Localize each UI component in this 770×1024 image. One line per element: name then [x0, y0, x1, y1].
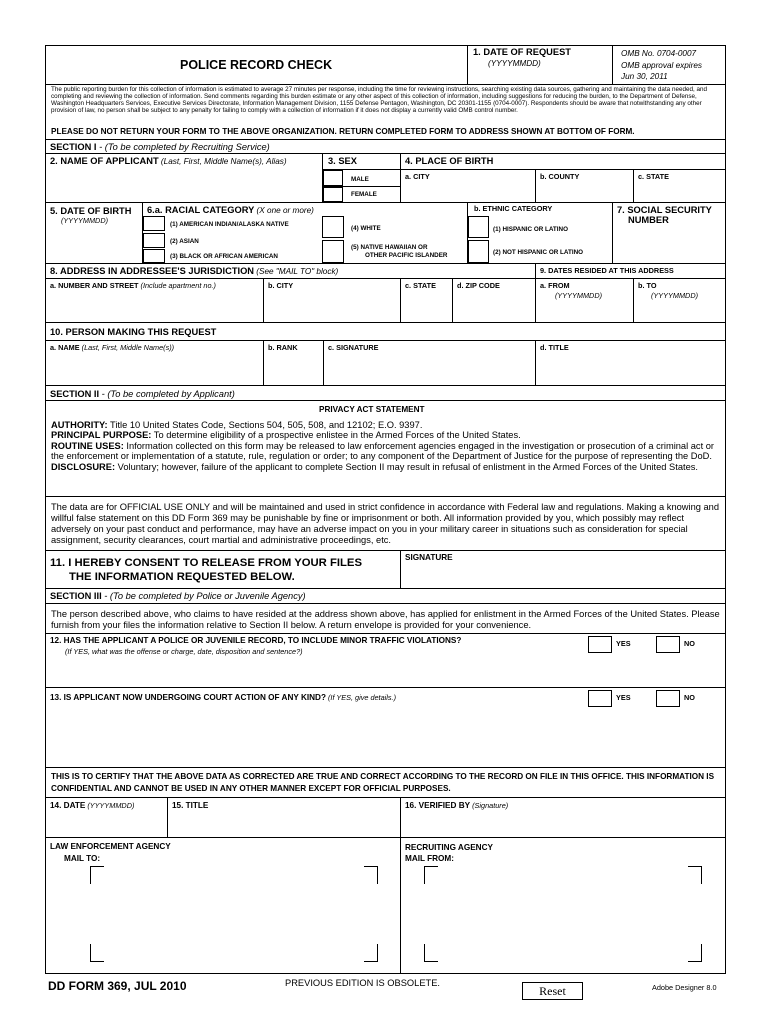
certification-statement: THIS IS TO CERTIFY THAT THE ABOVE DATA AS CORRECTED ARE TRUE AND CORRECT ACCORDING TO THE RECORD ON FILE IN THIS OFFICE. THIS INFORMATION IS CONFIDENTIAL AND CANNOT BE USED IN ANY OTHER MANNER EXCEPT FOR OFFICIAL PURPOSES. [51, 772, 715, 793]
pob-county-label: b. COUNTY [540, 172, 580, 181]
date-of-request-field[interactable] [468, 70, 611, 83]
q13-no-label: NO [684, 693, 695, 702]
q12-no-checkbox[interactable] [656, 636, 680, 653]
date-of-birth-label: 5. DATE OF BIRTH [50, 206, 132, 216]
street-field[interactable] [47, 294, 261, 321]
reset-button[interactable]: Reset [522, 982, 583, 1000]
zip-code-label: d. ZIP CODE [457, 281, 500, 290]
purpose-line [51, 430, 723, 440]
applicant-signature-label: SIGNATURE [405, 553, 453, 562]
official-use-statement: The data are for OFFICIAL USE ONLY and will be maintained and used in strict confidence in accordance with Federal law and regulations. Making a knowing and willful false statement on this DD Form 369 may be punishable by fine or imprisonment or both. All information provided by you, which possibly may reflect adversely on your past conduct and performance, may have an adverse impact on you in your military career in situations such as consideration for special assignment, security clearances, court martial and administrative proceedings, etc. [51, 502, 720, 546]
mail-from-address-field[interactable] [424, 866, 704, 962]
sex-female-checkbox[interactable] [323, 187, 343, 202]
address-city-field[interactable] [265, 294, 398, 321]
section-3-header [50, 591, 306, 601]
omb-approval: OMB approval expires [621, 61, 702, 70]
q12-yes-label: YES [616, 639, 631, 648]
address-note: (See "MAIL TO" block) [254, 267, 339, 276]
requester-title-label: d. TITLE [540, 343, 569, 352]
q13-no-checkbox[interactable] [656, 690, 680, 707]
race-black-checkbox[interactable] [143, 249, 165, 263]
q13-yes-checkbox[interactable] [588, 690, 612, 707]
mail-to-label: MAIL TO: [64, 854, 101, 863]
q13-label [50, 693, 396, 702]
section-3-description: The person described above, who claims to have resided at the address shown above, has applied for enlistment in the Armed Forces of the United States. Please furnish from your files the information relative to Section II below. A return envelope is provided for your convenience. [51, 609, 720, 631]
ethnic-category-label: b. ETHNIC CATEGORY [474, 204, 553, 213]
q12-yes-checkbox[interactable] [588, 636, 612, 653]
routine-uses-text: Information collected on this form may be released to law enforcement agencies engaged in the investigation or prosecution of a criminal act or the enforcement or implementation of a statute, rule, regulation or order; to any component of the Department of Justice for the purpose of representing the DoD. [51, 440, 715, 462]
omb-expiry-date: Jun 30, 2011 [621, 72, 668, 81]
disclosure-line [51, 462, 723, 472]
title-15-field[interactable] [169, 813, 398, 836]
date-14-title: 14. DATE [50, 801, 86, 810]
q13-title: 13. IS APPLICANT NOW UNDERGOING COURT ACTION OF ANY KIND? [50, 693, 326, 702]
race-pacific-islander-checkbox[interactable] [322, 240, 344, 263]
routine-uses-line [51, 441, 723, 462]
applicant-signature-field[interactable] [402, 564, 725, 587]
ssn-label-1: 7. SOCIAL SECURITY [617, 205, 712, 215]
race-white-checkbox[interactable] [322, 216, 344, 238]
date-of-request-label: 1. DATE OF REQUEST [473, 47, 571, 57]
racial-category-title: 6.a. RACIAL CATEGORY [147, 205, 255, 215]
consent-statement-2: THE INFORMATION REQUESTED BELOW. [69, 571, 295, 583]
omb-number: OMB No. 0704-0007 [621, 49, 697, 58]
applicant-name-field[interactable] [47, 168, 321, 202]
law-enforcement-agency-label: LAW ENFORCEMENT AGENCY [50, 842, 171, 851]
applicant-name-note: (Last, First, Middle Name(s), Alias) [158, 157, 287, 166]
ssn-label-2: NUMBER [628, 215, 669, 225]
person-name-title: a. NAME [50, 343, 80, 352]
title-15-label: 15. TITLE [172, 801, 209, 810]
street-label [50, 282, 216, 290]
rank-field[interactable] [265, 356, 321, 384]
to-format: (YYYYMMDD) [651, 291, 699, 300]
person-name-label [50, 344, 174, 352]
place-of-birth-label: 4. PLACE OF BIRTH [405, 156, 494, 166]
q12-note: (If YES, what was the offense or charge, date, disposition and sentence?) [65, 647, 303, 656]
q12-no-label: NO [684, 639, 695, 648]
return-warning: PLEASE DO NOT RETURN YOUR FORM TO THE ABOVE ORGANIZATION. RETURN COMPLETED FORM TO ADDRESS SHOWN AT BOTTOM OF FORM. [51, 127, 635, 136]
from-label: a. FROM [540, 281, 570, 290]
section-3-note: - (To be completed by Police or Juvenile Agency) [101, 591, 306, 601]
race-black-label: (3) BLACK OR AFRICAN AMERICAN [170, 253, 278, 260]
purpose-text: To determine eligibility of a prospective enlistee in the Armed Forces of the United States. [151, 430, 521, 441]
date-14-label [50, 801, 134, 810]
q12-details-field[interactable] [47, 659, 725, 686]
racial-category-label [147, 205, 314, 215]
authority-label: AUTHORITY: [51, 420, 108, 430]
verified-by-label [405, 801, 508, 810]
burden-statement: The public reporting burden for this collection of information is estimated to average 27 minutes per response, including the time for reviewing instructions, searching existing data sources, gathering and maintaining the data needed, and completing and reviewing the collection of information. Send comments regarding this burden estimate or any other aspect of this collection of information, including suggestions for reducing the burden, to the Department of Defense, Washington Headquarters Services, Executive Services Directorate, Information Management Division, 1155 Defense Pentagon, Washington, DC 20301-1155 (0704-0007). Respondents should be aware that notwithstanding any other provision of law, no person shall be subject to any penalty for failing to comply with a collection of information if it does not display a currently valid OMB control number. [51, 86, 707, 115]
pob-state-field[interactable] [635, 183, 725, 201]
disclosure-label: DISCLOSURE: [51, 461, 116, 472]
previous-edition-note: PREVIOUS EDITION IS OBSOLETE. [285, 978, 440, 988]
q13-yes-label: YES [616, 693, 631, 702]
recruiting-agency-label: RECRUITING AGENCY [405, 843, 493, 852]
q12-label: 12. HAS THE APPLICANT A POLICE OR JUVENILE RECORD, TO INCLUDE MINOR TRAFFIC VIOLATIONS? [50, 636, 462, 645]
person-making-request-label: 10. PERSON MAKING THIS REQUEST [50, 327, 217, 337]
authority-line [51, 420, 723, 430]
from-format: (YYYYMMDD) [555, 291, 603, 300]
pob-city-field[interactable] [402, 183, 534, 201]
race-pacific-islander-label-2: OTHER PACIFIC ISLANDER [365, 252, 448, 259]
sex-label: 3. SEX [328, 156, 357, 166]
sex-male-label: MALE [351, 176, 369, 183]
section-2-note: - (To be completed by Applicant) [99, 389, 235, 399]
pob-county-field[interactable] [537, 183, 632, 201]
street-note: (Include apartment no.) [138, 281, 216, 290]
race-american-indian-label: (1) AMERICAN INDIAN/ALASKA NATIVE [170, 221, 289, 228]
mail-to-address-field[interactable] [90, 866, 380, 962]
address-city-label: b. CITY [268, 281, 294, 290]
applicant-name-label [50, 156, 287, 166]
ssn-field[interactable] [614, 228, 725, 262]
adobe-designer-note: Adobe Designer 8.0 [652, 983, 717, 992]
address-state-field[interactable] [402, 294, 451, 321]
consent-statement-1: 11. I HEREBY CONSENT TO RELEASE FROM YOUR FILES [50, 557, 362, 569]
routine-uses-label: ROUTINE USES: [51, 440, 124, 451]
disclosure-text: Voluntary; however, failure of the applicant to complete Section II may result in refusal of enlistment in the Armed Forces of the United States. [115, 461, 698, 472]
ethnic-hispanic-checkbox[interactable] [468, 216, 489, 238]
person-name-field[interactable] [47, 356, 261, 384]
requester-title-field[interactable] [537, 356, 725, 384]
race-asian-checkbox[interactable] [143, 233, 165, 248]
sex-female-label: FEMALE [351, 191, 377, 198]
pob-city-label: a. CITY [405, 172, 430, 181]
address-label [50, 266, 338, 276]
date-14-note: (YYYYMMDD) [85, 801, 135, 810]
ethnic-not-hispanic-checkbox[interactable] [468, 240, 489, 263]
ethnic-hispanic-label: (1) HISPANIC OR LATINO [493, 226, 568, 233]
section-1-note: - (To be completed by Recruiting Service) [96, 142, 270, 152]
requester-signature-label: c. SIGNATURE [328, 343, 379, 352]
verified-by-note: (Signature) [470, 801, 509, 810]
dates-resided-label: 9. DATES RESIDED AT THIS ADDRESS [540, 266, 674, 275]
verified-by-field[interactable] [402, 813, 725, 836]
ethnic-not-hispanic-label: (2) NOT HISPANIC OR LATINO [493, 249, 584, 256]
section-2-header [50, 389, 235, 399]
race-white-label: (4) WHITE [351, 225, 381, 232]
form-title: POLICE RECORD CHECK [180, 58, 333, 72]
race-asian-label: (2) ASIAN [170, 238, 199, 245]
privacy-act-statement [51, 420, 723, 472]
to-date-field[interactable] [635, 303, 725, 321]
form-number: DD FORM 369, JUL 2010 [48, 979, 187, 993]
race-pacific-islander-label-1: (5) NATIVE HAWAIIAN OR [351, 244, 428, 251]
date-of-request-format: (YYYYMMDD) [488, 59, 541, 68]
address-title: 8. ADDRESS IN ADDRESSEE'S JURISDICTION [50, 266, 255, 276]
pob-state-label: c. STATE [638, 172, 669, 181]
zip-code-field[interactable] [454, 294, 534, 321]
requester-signature-field[interactable] [325, 356, 534, 384]
to-label: b. TO [638, 281, 657, 290]
street-title: a. NUMBER AND STREET [50, 281, 139, 290]
date-of-birth-format: (YYYYMMDD) [61, 216, 109, 225]
from-date-field[interactable] [537, 303, 632, 321]
q13-note: (If YES, give details.) [325, 693, 396, 702]
sex-male-checkbox[interactable] [323, 170, 343, 186]
person-name-note: (Last, First, Middle Name(s)) [79, 343, 175, 352]
race-american-indian-checkbox[interactable] [143, 216, 165, 231]
purpose-label: PRINCIPAL PURPOSE: [51, 430, 152, 441]
privacy-act-heading: PRIVACY ACT STATEMENT [319, 405, 425, 414]
section-1-header [50, 142, 270, 152]
section-3-title: SECTION III [50, 591, 102, 601]
authority-text: Title 10 United States Code, Sections 504, 505, 508, and 12102; E.O. 9397. [107, 420, 423, 430]
rank-label: b. RANK [268, 343, 298, 352]
applicant-name-title: 2. NAME OF APPLICANT [50, 156, 159, 166]
date-14-field[interactable] [47, 813, 165, 836]
q13-details-field[interactable] [47, 710, 725, 765]
mail-from-label: MAIL FROM: [405, 854, 454, 863]
verified-by-title: 16. VERIFIED BY [405, 801, 471, 810]
date-of-birth-field[interactable] [47, 228, 141, 261]
address-state-label: c. STATE [405, 281, 436, 290]
racial-category-note: (X one or more) [254, 206, 314, 215]
section-2-title: SECTION II [50, 389, 100, 399]
section-1-title: SECTION I [50, 142, 97, 152]
